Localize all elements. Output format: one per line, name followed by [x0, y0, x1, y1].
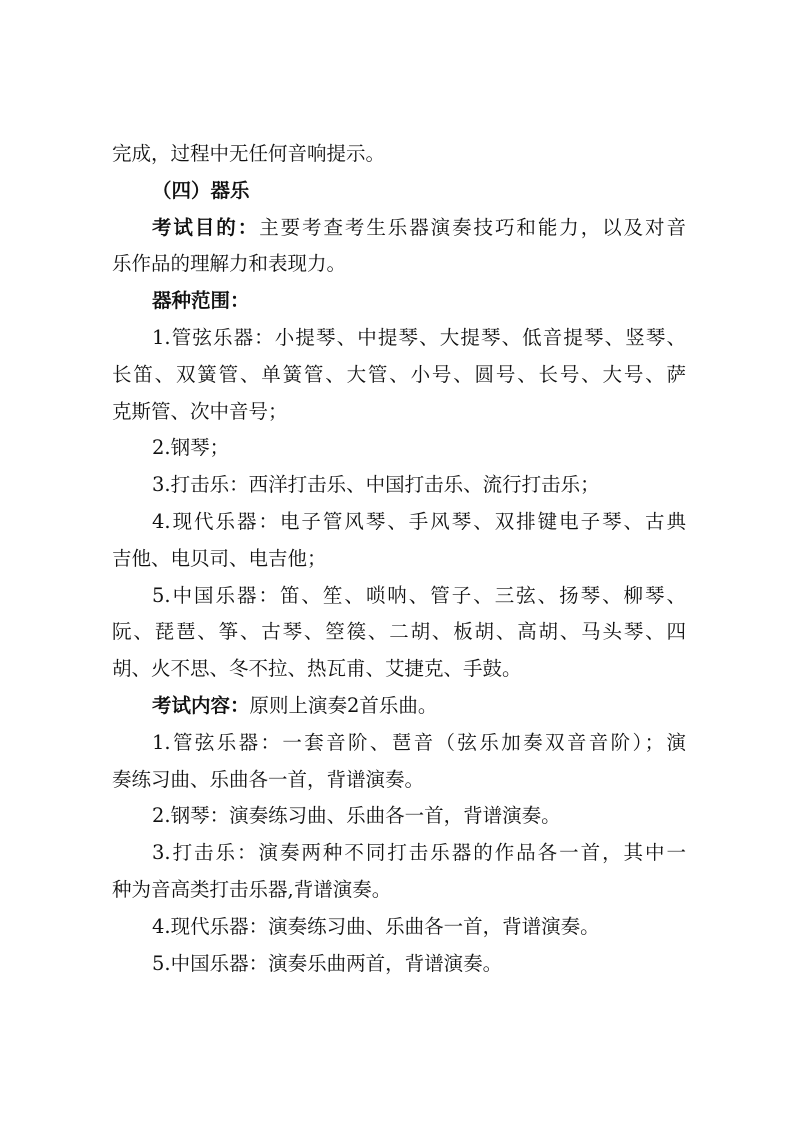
scope-item-line: 5.中国乐器：笛、笙、唢呐、管子、三弦、扬琴、柳琴、 [152, 583, 686, 607]
scope-item-line: 吉他、电贝司、电吉他； [112, 546, 327, 570]
content-item-line: 3.打击乐：演奏两种不同打击乐器的作品各一首，其中一 [152, 841, 686, 865]
heading-text: （四）器乐 [152, 178, 250, 202]
scope-item-line: 长笛、双簧管、单簧管、大管、小号、圆号、长号、大号、萨 [112, 362, 686, 386]
content-item-line: 1.管弦乐器：一套音阶、琶音（弦乐加奏双音音阶）；演 [152, 730, 686, 754]
content-text: 原则上演奏2首乐曲。 [249, 693, 438, 717]
content-item-line: 4.现代乐器：演奏练习曲、乐曲各一首，背谱演奏。 [152, 914, 600, 938]
scope-heading [112, 283, 686, 320]
document-page [112, 136, 686, 982]
content-item-line: 5.中国乐器：演奏乐曲两首，背谱演奏。 [152, 951, 503, 975]
content-label: 考试内容： [152, 693, 250, 717]
scope-item-line: 2.钢琴； [152, 436, 230, 460]
content-line [112, 688, 686, 725]
content-item-line: 奏练习曲、乐曲各一首，背谱演奏。 [112, 767, 425, 791]
purpose-text: 主要考查考生乐器演奏技巧和能力，以及对音 [259, 215, 686, 239]
scope-item-line: 胡、火不思、冬不拉、热瓦甫、艾捷克、手鼓。 [112, 657, 522, 681]
scope-item-line: 3.打击乐：西洋打击乐、中国打击乐、流行打击乐； [152, 473, 600, 497]
scope-list [112, 320, 686, 688]
content-item-line: 种为音高类打击乐器,背谱演奏。 [112, 877, 392, 901]
scope-item-line: 1.管弦乐器：小提琴、中提琴、大提琴、低音提琴、竖琴、 [152, 325, 686, 349]
content-item-line: 2.钢琴：演奏练习曲、乐曲各一首，背谱演奏。 [152, 804, 561, 828]
purpose-line [112, 210, 686, 247]
paragraph-line: 完成，过程中无任何音响提示。 [112, 142, 386, 165]
purpose-label: 考试目的： [152, 215, 260, 239]
purpose-line: 乐作品的理解力和表现力。 [112, 252, 347, 276]
scope-item-line: 4.现代乐器：电子管风琴、手风琴、双排键电子琴、古典 [152, 509, 686, 533]
scope-label: 器种范围： [152, 289, 250, 313]
scope-item-line: 阮、琵琶、筝、古琴、箜篌、二胡、板胡、高胡、马头琴、四 [112, 620, 686, 644]
scope-item-line: 克斯管、次中音号； [112, 399, 288, 423]
section-heading [112, 173, 686, 210]
content-list [112, 725, 686, 983]
